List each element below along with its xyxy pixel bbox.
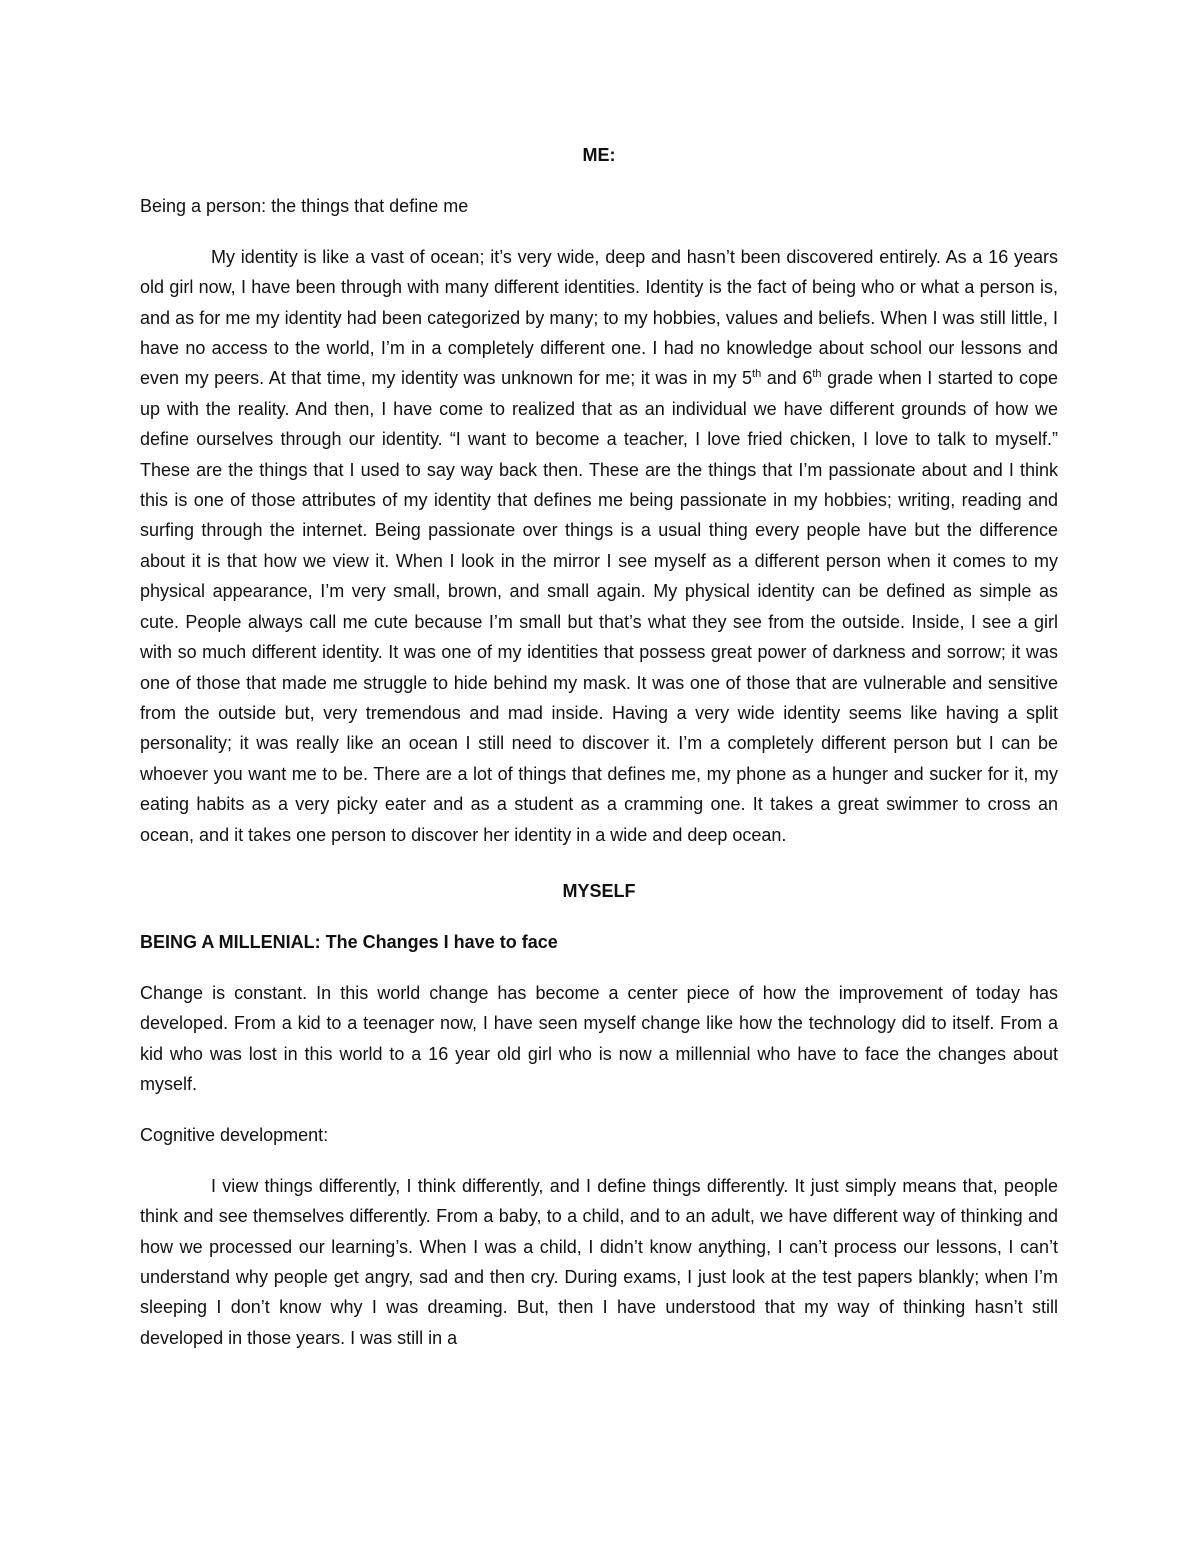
section-heading-millenial [140,927,1058,957]
heading-rest-part: The Changes I have to face [320,932,558,953]
section-subtitle-being-a-person: Being a person: the things that define me [140,196,469,217]
section-title-myself: MYSELF [562,880,636,901]
identity-paragraph-text-2: and 6 [761,368,813,389]
superscript-th-1: th [752,368,762,381]
superscript-th-2: th [812,368,822,381]
document-page [140,140,1058,1353]
identity-paragraph-text-3: grade when I started to cope up with the reality. And then, I have come to realized that as an individual we have different grounds of how we define ourselves through our identity. “I want to become a teacher, I love fried chicken, I love to talk to myself.” These are the things that I used to say way back then. These are the things that I’m passionate about and I think this is one of those attributes of my identity that defines me being passionate in my hobbies; writing, reading and surfing through the internet. Being passionate over things is a usual thing every people have but the difference about it is that how we view it. When I look in the mirror I see myself as a different person when it comes to my physical appearance, I’m very small, brown, and small again. My physical identity can be defined as simple as cute. People always call me cute because I’m small but that’s what they see from the outside. Inside, I see a girl with so much different identity. It was one of my identities that possess great power of darkness and sorrow; it was one of those that made me struggle to hide behind my mask. It was one of those that are vulnerable and sensitive from the outside but, very tremendous and mad inside. Having a very wide identity seems like having a split personality; it was really like an ocean I still need to discover it. I’m a completely different person but I can be whoever you want me to be. There are a lot of things that defines me, my phone as a hunger and sucker for it, my eating habits as a very picky eater and as a student as a cramming one. It takes a great swimmer to cross an ocean, and it takes one person to discover her identity in a wide and deep ocean. [140,368,1059,845]
identity-paragraph-text-1: My identity is like a vast of ocean; it’s very wide, deep and hasn’t been discovered entirely. As a 16 years old girl now, I have been through with many different identities. Identity is the fact of being who or what a person is, and as for me my identity had been categorized by many; to my hobbies, values and beliefs. When I was still little, I have no access to the world, I’m in a completely different one. I had no knowledge about school our lessons and even my peers. At that time, my identity was unknown for me; it was in my 5 [140,246,1058,389]
identity-paragraph [140,242,1058,850]
cognitive-development-heading: Cognitive development: [140,1125,329,1146]
heading-bold-part: BEING A MILLENIAL: [140,932,321,953]
change-paragraph: Change is constant. In this world change has become a center piece of how the improvement of today has developed. From a kid to a teenager now, I have seen myself change like how the technology did to itself. From a kid who was lost in this world to a 16 year old girl who is now a millennial who have to face the changes about myself. [140,982,1058,1094]
cognitive-paragraph: I view things differently, I think differently, and I define things differently. It just simply means that, people think and see themselves differently. From a baby, to a child, and to an adult, we have different way of thinking and how we processed our learning’s. When I was a child, I didn’t know anything, I can’t process our lessons, I can’t understand why people get angry, sad and then cry. During exams, I just look at the test papers blankly; when I’m sleeping I don’t know why I was dreaming. But, then I have understood that my way of thinking hasn’t still developed in those years. I was still in a [140,1175,1058,1348]
section-title-me: ME: [582,145,616,165]
